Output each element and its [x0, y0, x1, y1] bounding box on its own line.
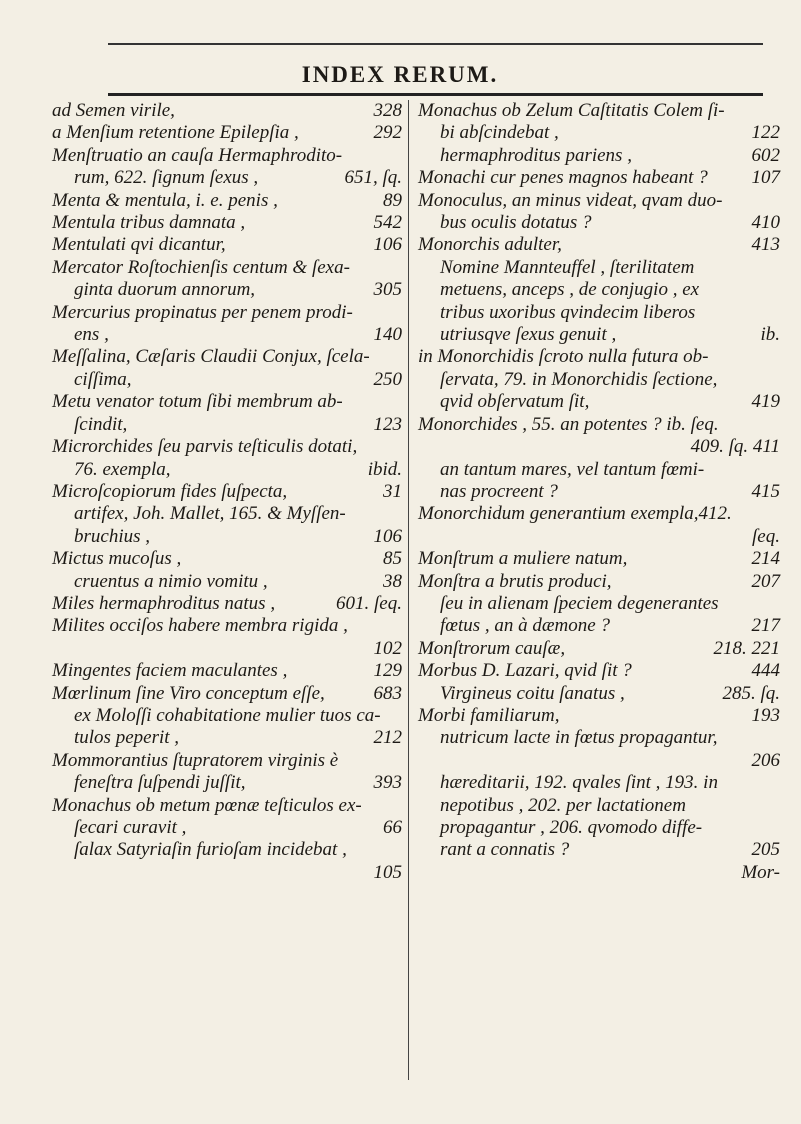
index-entry	[418, 190, 780, 235]
page-reference: 140	[373, 324, 402, 346]
page-reference: 683	[373, 682, 402, 704]
index-entry	[52, 548, 402, 593]
entry-text: an tantum mares, vel tantum fœmi-	[440, 458, 705, 480]
entry-text: Monoculus, an minus videat, qvam duo-	[418, 189, 723, 211]
page-reference: 106	[373, 525, 402, 547]
entry-line	[418, 772, 780, 794]
entry-line	[418, 122, 780, 144]
index-entry	[52, 190, 402, 212]
top-rule	[108, 43, 763, 45]
page-reference: 419	[751, 391, 780, 413]
entry-text: fœtus , an à dæmone ?	[440, 615, 610, 637]
entry-text: Morbi familiarum,	[418, 704, 560, 726]
entry-text: Metu venator totum ſibi membrum ab-	[52, 391, 343, 413]
entry-line	[418, 302, 780, 324]
entry-text: Milites occiſos habere membra rigida ,	[52, 615, 348, 637]
entry-line	[52, 346, 402, 368]
entry-text: Monachus ob metum pœnæ teſticulos ex-	[52, 794, 362, 816]
entry-text: ſcindit,	[74, 413, 128, 435]
index-entry	[52, 683, 402, 750]
entry-line	[52, 302, 402, 324]
entry-line	[418, 212, 780, 234]
entry-line	[52, 526, 402, 548]
left-column	[52, 100, 402, 884]
entry-text: ſalax Satyriaſin furioſam incidebat ,	[74, 839, 347, 861]
index-entry	[52, 436, 402, 481]
entry-line	[52, 167, 402, 189]
index-entry	[52, 100, 402, 122]
entry-line	[418, 414, 780, 436]
index-entry	[52, 593, 402, 615]
entry-text: Morbus D. Lazari, qvid ſit ?	[418, 660, 632, 682]
page-reference: 105	[373, 861, 402, 883]
entry-text: ſervata, 79. in Monorchidis ſectione,	[440, 368, 718, 390]
entry-line	[418, 436, 780, 458]
entry-text: utriusqve ſexus genuit ,	[440, 324, 617, 346]
entry-line	[52, 638, 402, 660]
entry-line	[418, 481, 780, 503]
entry-line	[52, 683, 402, 705]
entry-text: ſeu in alienam ſpeciem degenerantes	[440, 592, 719, 614]
entry-line	[52, 705, 402, 727]
index-entry	[52, 750, 402, 795]
entry-text: rum, 622. ſignum ſexus ,	[74, 167, 259, 189]
index-entry	[418, 234, 780, 346]
entry-line	[418, 615, 780, 637]
entry-text: tribus uxoribus qvindecim liberos	[440, 301, 696, 323]
entry-line	[52, 503, 402, 525]
entry-text: cruentus a nimio vomitu ,	[74, 570, 268, 592]
entry-line	[52, 839, 402, 861]
index-entry	[418, 100, 780, 167]
entry-text: ens ,	[74, 324, 109, 346]
entry-line	[52, 750, 402, 772]
entry-text: qvid obſervatum ſit,	[440, 391, 590, 413]
entry-text: Microrchides ſeu parvis teſticulis dotati,	[52, 436, 358, 458]
entry-line	[418, 683, 780, 705]
entry-text: propagantur , 206. qvomodo diffe-	[440, 817, 703, 838]
entry-line	[52, 212, 402, 234]
index-entry	[52, 122, 402, 144]
entry-line	[52, 391, 402, 413]
page-reference: ſeq.	[752, 525, 780, 547]
index-entry	[52, 302, 402, 347]
entry-line	[418, 279, 780, 301]
page-reference: 415	[751, 480, 780, 502]
index-entry	[418, 414, 780, 504]
entry-text: Mictus mucoſus ,	[52, 548, 182, 570]
entry-line	[418, 100, 780, 122]
entry-text: Mentulati qvi dicantur,	[52, 234, 226, 256]
entry-line	[52, 660, 402, 682]
entry-line	[52, 772, 402, 794]
entry-text: Menta & mentula, i. e. penis ,	[52, 189, 278, 211]
entry-line	[418, 190, 780, 212]
entry-text: Monorchis adulter,	[418, 234, 562, 256]
header-rule	[108, 93, 763, 96]
page-reference: 218. 221	[713, 637, 780, 659]
entry-line	[418, 324, 780, 346]
entry-line	[52, 369, 402, 391]
page-header: INDEX RERUM.	[301, 62, 499, 87]
column-divider	[408, 100, 409, 1080]
index-entry	[418, 571, 780, 638]
entry-line	[418, 750, 780, 772]
entry-line	[418, 839, 780, 861]
entry-line	[52, 414, 402, 436]
page-reference: 31	[383, 480, 402, 502]
entry-line	[52, 257, 402, 279]
page-reference: 328	[373, 100, 402, 121]
index-entry	[418, 548, 780, 570]
entry-line	[418, 548, 780, 570]
index-entry	[52, 660, 402, 682]
page-reference: 106	[373, 234, 402, 256]
entry-line	[418, 817, 780, 839]
entry-text: bi abſcindebat ,	[440, 122, 559, 144]
entry-line	[52, 548, 402, 570]
entry-text: Mercator Roſtochienſis centum & ſexa-	[52, 256, 350, 278]
entry-line	[418, 705, 780, 727]
index-entry	[52, 795, 402, 885]
entry-text: ginta duorum annorum,	[74, 279, 256, 301]
page-reference: 409. ſq. 411	[690, 436, 780, 458]
entry-text: Mingentes faciem maculantes ,	[52, 660, 288, 682]
page-reference: 89	[383, 189, 402, 211]
entry-line	[52, 279, 402, 301]
entry-text: Nomine Mannteuffel , ſterilitatem	[440, 256, 695, 278]
page-reference: 129	[373, 660, 402, 682]
entry-text: ſecari curavit ,	[74, 817, 187, 838]
entry-line	[418, 369, 780, 391]
entry-text: tulos peperit ,	[74, 727, 180, 749]
index-entry	[52, 145, 402, 190]
page-reference: 542	[373, 212, 402, 234]
page-reference: 193	[751, 704, 780, 726]
entry-text: ad Semen virile,	[52, 100, 175, 121]
index-entry	[52, 391, 402, 436]
entry-line	[418, 346, 780, 368]
page-reference: 413	[751, 234, 780, 256]
entry-line	[418, 593, 780, 615]
entry-text: Monachus ob Zelum Caſtitatis Colem ſi-	[418, 100, 725, 121]
page-reference: 410	[751, 212, 780, 234]
entry-text: Menſtruatio an cauſa Hermaphrodito-	[52, 144, 343, 166]
index-entry	[418, 705, 780, 862]
entry-line	[52, 324, 402, 346]
page-reference: 305	[373, 279, 402, 301]
page-reference: ibid.	[367, 458, 402, 480]
entry-text: ex Moloſſi cohabitatione mulier tuos ca-	[74, 704, 381, 726]
entry-text: nepotibus , 202. per lactationem	[440, 794, 686, 816]
entry-text: nutricum lacte in fœtus propagantur,	[440, 727, 718, 749]
entry-line	[52, 234, 402, 256]
entry-text: Meſſalina, Cæſaris Claudii Conjux, ſcela-	[52, 346, 370, 368]
page-reference: 292	[373, 122, 402, 144]
entry-text: hæreditarii, 192. qvales ſint , 193. in	[440, 772, 718, 794]
entry-line	[418, 571, 780, 593]
entry-text: Miles hermaphroditus natus ,	[52, 592, 276, 614]
entry-text: 76. exempla,	[74, 458, 171, 480]
entry-line	[52, 795, 402, 817]
entry-line	[52, 817, 402, 839]
page-reference: 250	[373, 368, 402, 390]
entry-text: bus oculis dotatus ?	[440, 212, 592, 234]
index-entry	[52, 234, 402, 256]
entry-line	[52, 190, 402, 212]
entry-line	[418, 167, 780, 189]
entry-line	[52, 615, 402, 637]
page-reference: 38	[383, 570, 402, 592]
entry-text: Monſtra a brutis produci,	[418, 570, 612, 592]
entry-text: Mercurius propinatus per penem prodi-	[52, 301, 353, 323]
entry-line	[52, 727, 402, 749]
entry-text: Monachi cur penes magnos habeant ?	[418, 167, 708, 189]
entry-line	[52, 436, 402, 458]
entry-text: Monſtrorum cauſæ,	[418, 637, 566, 659]
index-entry	[418, 167, 780, 189]
page-reference: ib.	[760, 324, 780, 346]
right-column	[418, 100, 780, 884]
page-reference: 107	[751, 167, 780, 189]
entry-text: feneſtra ſuſpendi juſſit,	[74, 772, 246, 794]
entry-text: Monorchides , 55. an potentes ? ib. ſeq.	[418, 413, 719, 435]
page-reference: 601. ſeq.	[336, 592, 402, 614]
index-entry	[418, 503, 780, 548]
entry-line	[52, 862, 402, 884]
page-reference: 85	[383, 548, 402, 570]
page-reference: 102	[373, 637, 402, 659]
index-entry	[52, 212, 402, 234]
page-reference: 285. ſq.	[722, 682, 780, 704]
entry-text: Microſcopiorum fides ſuſpecta,	[52, 480, 288, 502]
entry-line	[52, 122, 402, 144]
entry-text: Monſtrum a muliere natum,	[418, 548, 628, 570]
entry-text: nas procreent ?	[440, 480, 558, 502]
entry-text: Mentula tribus damnata ,	[52, 212, 246, 234]
entry-text: hermaphroditus pariens ,	[440, 144, 632, 166]
entry-line	[418, 145, 780, 167]
entry-line	[418, 638, 780, 660]
entry-line	[418, 459, 780, 481]
entry-line	[52, 459, 402, 481]
page-reference: 651, ſq.	[344, 167, 402, 189]
page-reference: Mor-	[741, 861, 780, 883]
page-reference: 207	[751, 570, 780, 592]
page-reference: 66	[383, 817, 402, 838]
page-reference: 217	[751, 615, 780, 637]
entry-line	[418, 234, 780, 256]
entry-line	[52, 145, 402, 167]
entry-text: Mommorantius ſtupratorem virginis è	[52, 749, 339, 771]
entry-text: Monorchidum generantium exempla,412.	[418, 503, 732, 525]
page-reference: 123	[373, 413, 402, 435]
index-entry	[418, 638, 780, 660]
entry-text: in Monorchidis ſcroto nulla futura ob-	[418, 346, 709, 368]
entry-line	[418, 391, 780, 413]
entry-text: bruchius ,	[74, 525, 150, 547]
entry-line	[418, 727, 780, 749]
entry-line	[52, 571, 402, 593]
entry-text: metuens, anceps , de conjugio , ex	[440, 279, 700, 301]
index-entry	[52, 257, 402, 302]
page-reference: 205	[751, 839, 780, 861]
index-entry	[418, 862, 780, 884]
entry-line	[52, 100, 402, 122]
entry-line	[52, 481, 402, 503]
entry-line	[418, 862, 780, 884]
index-entry	[418, 660, 780, 705]
index-entry	[52, 481, 402, 548]
index-entry	[52, 615, 402, 660]
page-reference: 206	[751, 749, 780, 771]
entry-line	[418, 660, 780, 682]
entry-line	[418, 503, 780, 525]
entry-line	[418, 526, 780, 548]
entry-text: ciſſima,	[74, 368, 132, 390]
page-reference: 393	[373, 772, 402, 794]
page-reference: 444	[751, 660, 780, 682]
page-reference: 212	[373, 727, 402, 749]
index-entry	[418, 346, 780, 413]
page-reference: 122	[751, 122, 780, 144]
entry-line	[52, 593, 402, 615]
entry-text: artifex, Joh. Mallet, 165. & Myſſen-	[74, 503, 346, 525]
page-reference: 214	[751, 548, 780, 570]
page-reference: 602	[751, 144, 780, 166]
entry-text: rant a connatis ?	[440, 839, 570, 861]
entry-text: a Menſium retentione Epilepſia ,	[52, 122, 299, 144]
entry-line	[418, 257, 780, 279]
entry-line	[418, 795, 780, 817]
entry-text: Virgineus coitu ſanatus ,	[440, 682, 625, 704]
entry-text: Mœrlinum ſine Viro conceptum eſſe,	[52, 682, 325, 704]
index-entry	[52, 346, 402, 391]
